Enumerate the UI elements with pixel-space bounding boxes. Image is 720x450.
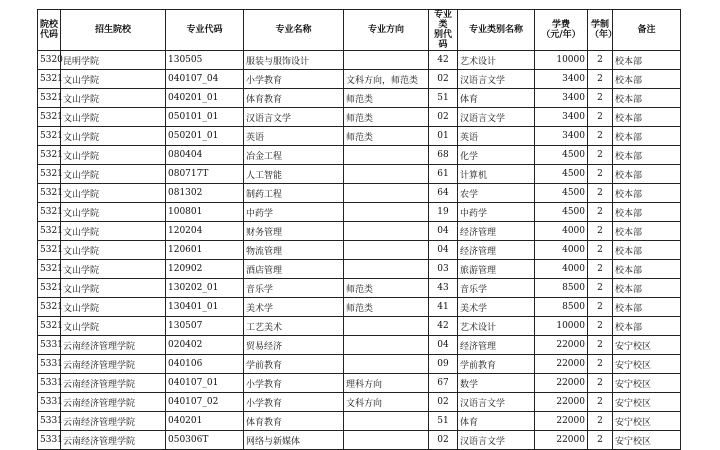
cell-major-code: 040106	[166, 355, 244, 374]
cell-school-code: 5321	[38, 165, 61, 184]
cell-category-code: 61	[429, 165, 458, 184]
header-tuition-line: （元/年）	[541, 30, 581, 40]
cell-duration: 2	[588, 70, 613, 89]
cell-category-name: 音乐学	[458, 279, 535, 298]
cell-duration: 2	[588, 241, 613, 260]
cell-tuition: 4500	[535, 165, 588, 184]
cell-school-name: 文山学院	[61, 279, 166, 298]
cell-category-code: 04	[429, 222, 458, 241]
cell-tuition: 3400	[535, 70, 588, 89]
cell-remarks: 校本部	[613, 146, 681, 165]
cell-school-name: 昆明学院	[61, 51, 166, 70]
cell-duration: 2	[588, 336, 613, 355]
header-duration	[588, 10, 618, 51]
cell-major-direction: 师范类	[344, 127, 429, 146]
cell-remarks: 安宁校区	[613, 374, 681, 393]
cell-duration: 2	[588, 431, 613, 450]
cell-major-code: 080717T	[166, 165, 244, 184]
header-school-name-line: 招生院校	[94, 25, 131, 35]
cell-duration: 2	[588, 260, 613, 279]
table-row	[38, 393, 681, 412]
header-major-direction	[344, 10, 429, 51]
cell-major-name: 物流管理	[244, 241, 344, 260]
cell-school-code: 5321	[38, 127, 61, 146]
cell-school-code: 5331	[38, 393, 61, 412]
cell-major-name: 体育教育	[244, 89, 344, 108]
cell-category-name: 计算机	[458, 165, 535, 184]
table-row	[38, 222, 681, 241]
cell-school-code: 5321	[38, 222, 61, 241]
cell-category-code: 19	[429, 203, 458, 222]
cell-category-code: 51	[429, 412, 458, 431]
cell-tuition: 4000	[535, 260, 588, 279]
cell-tuition: 4000	[535, 241, 588, 260]
header-tuition-line: 学费	[551, 20, 570, 30]
cell-major-direction: 师范类	[344, 89, 429, 108]
header-remarks	[613, 10, 681, 51]
cell-remarks: 校本部	[613, 260, 681, 279]
cell-major-code: 040107_02	[166, 393, 244, 412]
admission-table-sheet	[37, 9, 681, 450]
cell-category-name: 汉语言文学	[458, 108, 535, 127]
cell-school-code: 5331	[38, 412, 61, 431]
cell-remarks: 校本部	[613, 279, 681, 298]
cell-remarks: 安宁校区	[613, 412, 681, 431]
cell-category-name: 汉语言文学	[458, 393, 535, 412]
cell-major-direction: 师范类	[344, 279, 429, 298]
cell-major-direction	[344, 355, 429, 374]
cell-category-name: 汉语言文学	[458, 431, 535, 450]
cell-major-code: 130401_01	[166, 298, 244, 317]
cell-tuition: 8500	[535, 298, 588, 317]
header-category-code-line: 别代码	[433, 30, 452, 50]
header-major-name	[244, 10, 344, 51]
cell-remarks: 校本部	[613, 184, 681, 203]
cell-major-code: 040107_04	[166, 70, 244, 89]
cell-school-name: 云南经济管理学院	[61, 393, 166, 412]
cell-major-direction	[344, 146, 429, 165]
cell-category-name: 中药学	[458, 203, 535, 222]
cell-category-name: 农学	[458, 184, 535, 203]
cell-category-code: 02	[429, 108, 458, 127]
cell-school-name: 云南经济管理学院	[61, 431, 166, 450]
table-row	[38, 146, 681, 165]
cell-major-code: 050201_01	[166, 127, 244, 146]
cell-major-direction	[344, 203, 429, 222]
cell-duration: 2	[588, 108, 613, 127]
cell-category-code: 67	[429, 374, 458, 393]
cell-major-direction	[344, 412, 429, 431]
cell-major-name: 服装与服饰设计	[244, 51, 344, 70]
cell-major-name: 制药工程	[244, 184, 344, 203]
cell-category-name: 经济管理	[458, 241, 535, 260]
cell-school-code: 5321	[38, 108, 61, 127]
cell-duration: 2	[588, 317, 613, 336]
cell-category-name: 经济管理	[458, 336, 535, 355]
cell-major-name: 人工智能	[244, 165, 344, 184]
cell-remarks: 校本部	[613, 108, 681, 127]
cell-major-code: 040201	[166, 412, 244, 431]
cell-category-code: 42	[429, 51, 458, 70]
cell-tuition: 22000	[535, 412, 588, 431]
cell-school-name: 云南经济管理学院	[61, 355, 166, 374]
header-school-code	[38, 10, 61, 51]
cell-major-name: 财务管理	[244, 222, 344, 241]
cell-major-direction	[344, 222, 429, 241]
table-row	[38, 355, 681, 374]
cell-category-name: 艺术设计	[458, 51, 535, 70]
cell-major-direction: 师范类	[344, 298, 429, 317]
cell-major-name: 贸易经济	[244, 336, 344, 355]
cell-major-name: 酒店管理	[244, 260, 344, 279]
cell-major-name: 英语	[244, 127, 344, 146]
cell-major-code: 130505	[166, 51, 244, 70]
cell-school-code: 5331	[38, 336, 61, 355]
header-category-code-line: 专业类	[433, 10, 452, 30]
cell-category-name: 化学	[458, 146, 535, 165]
table-row	[38, 165, 681, 184]
cell-major-code: 050306T	[166, 431, 244, 450]
table-row	[38, 374, 681, 393]
cell-category-code: 03	[429, 260, 458, 279]
cell-category-name: 数学	[458, 374, 535, 393]
cell-category-code: 41	[429, 298, 458, 317]
cell-remarks: 安宁校区	[613, 336, 681, 355]
cell-category-code: 51	[429, 89, 458, 108]
header-category-name-line: 专业类别名称	[468, 25, 523, 35]
table-row	[38, 108, 681, 127]
cell-duration: 2	[588, 279, 613, 298]
cell-school-code: 5321	[38, 298, 61, 317]
cell-category-name: 艺术设计	[458, 317, 535, 336]
cell-major-code: 120601	[166, 241, 244, 260]
cell-tuition: 4000	[535, 222, 588, 241]
cell-major-name: 中药学	[244, 203, 344, 222]
cell-category-code: 43	[429, 279, 458, 298]
header-major-name-line: 专业名称	[275, 25, 312, 35]
cell-remarks: 校本部	[613, 89, 681, 108]
cell-category-code: 09	[429, 355, 458, 374]
cell-major-name: 工艺美术	[244, 317, 344, 336]
cell-tuition: 3400	[535, 89, 588, 108]
table-body	[38, 51, 681, 450]
header-duration-line: （年）	[590, 30, 618, 40]
cell-tuition: 22000	[535, 393, 588, 412]
cell-school-name: 文山学院	[61, 165, 166, 184]
cell-school-name: 文山学院	[61, 317, 166, 336]
cell-school-name: 文山学院	[61, 241, 166, 260]
cell-school-code: 5321	[38, 146, 61, 165]
cell-major-code: 050101_01	[166, 108, 244, 127]
header-major-code-line: 专业代码	[186, 25, 223, 35]
table-row	[38, 431, 681, 450]
header-school-code-line: 代码	[40, 30, 59, 40]
cell-school-name: 文山学院	[61, 260, 166, 279]
cell-duration: 2	[588, 146, 613, 165]
cell-remarks: 安宁校区	[613, 355, 681, 374]
cell-school-name: 文山学院	[61, 222, 166, 241]
cell-duration: 2	[588, 412, 613, 431]
table-row	[38, 127, 681, 146]
table-row	[38, 279, 681, 298]
cell-duration: 2	[588, 298, 613, 317]
cell-tuition: 22000	[535, 374, 588, 393]
cell-school-name: 云南经济管理学院	[61, 412, 166, 431]
cell-major-direction: 文科方向	[344, 393, 429, 412]
cell-remarks: 安宁校区	[613, 393, 681, 412]
cell-major-code: 040201_01	[166, 89, 244, 108]
cell-major-direction	[344, 241, 429, 260]
cell-remarks: 校本部	[613, 70, 681, 89]
cell-school-code: 5321	[38, 260, 61, 279]
cell-tuition: 22000	[535, 336, 588, 355]
cell-school-code: 5321	[38, 89, 61, 108]
cell-remarks: 校本部	[613, 51, 681, 70]
table-header	[38, 10, 681, 51]
cell-tuition: 10000	[535, 51, 588, 70]
cell-duration: 2	[588, 393, 613, 412]
header-school-name	[61, 10, 166, 51]
cell-major-direction	[344, 51, 429, 70]
cell-duration: 2	[588, 51, 613, 70]
cell-tuition: 10000	[535, 317, 588, 336]
cell-duration: 2	[588, 203, 613, 222]
cell-remarks: 校本部	[613, 241, 681, 260]
cell-category-code: 01	[429, 127, 458, 146]
cell-category-code: 02	[429, 393, 458, 412]
cell-major-code: 081302	[166, 184, 244, 203]
table-row	[38, 184, 681, 203]
cell-duration: 2	[588, 184, 613, 203]
cell-duration: 2	[588, 374, 613, 393]
cell-school-name: 文山学院	[61, 203, 166, 222]
cell-major-name: 体育教育	[244, 412, 344, 431]
cell-major-code: 040107_01	[166, 374, 244, 393]
cell-category-name: 体育	[458, 89, 535, 108]
cell-category-code: 02	[429, 431, 458, 450]
cell-school-name: 文山学院	[61, 127, 166, 146]
cell-remarks: 校本部	[613, 222, 681, 241]
cell-major-code: 020402	[166, 336, 244, 355]
cell-remarks: 校本部	[613, 203, 681, 222]
admission-table	[37, 9, 681, 450]
cell-tuition: 22000	[535, 355, 588, 374]
table-row	[38, 260, 681, 279]
table-row	[38, 51, 681, 70]
cell-school-code: 5321	[38, 279, 61, 298]
header-tuition	[535, 10, 588, 51]
cell-tuition: 3400	[535, 108, 588, 127]
cell-category-code: 64	[429, 184, 458, 203]
header-school-code-line: 院校	[40, 20, 59, 30]
cell-category-code: 02	[429, 70, 458, 89]
cell-major-name: 学前教育	[244, 355, 344, 374]
cell-duration: 2	[588, 127, 613, 146]
cell-duration: 2	[588, 89, 613, 108]
cell-category-name: 汉语言文学	[458, 70, 535, 89]
cell-major-code: 120204	[166, 222, 244, 241]
cell-major-direction	[344, 260, 429, 279]
cell-school-name: 文山学院	[61, 108, 166, 127]
cell-major-code: 130507	[166, 317, 244, 336]
header-major-direction-line: 专业方向	[367, 25, 404, 35]
cell-school-name: 文山学院	[61, 146, 166, 165]
cell-category-name: 旅游管理	[458, 260, 535, 279]
cell-tuition: 22000	[535, 431, 588, 450]
cell-remarks: 校本部	[613, 298, 681, 317]
cell-school-code: 5320	[38, 51, 61, 70]
cell-major-name: 汉语言文学	[244, 108, 344, 127]
table-row	[38, 412, 681, 431]
cell-category-code: 68	[429, 146, 458, 165]
cell-major-name: 小学教育	[244, 374, 344, 393]
cell-major-name: 音乐学	[244, 279, 344, 298]
header-category-code	[429, 10, 458, 51]
header-major-code	[166, 10, 244, 51]
cell-major-direction	[344, 184, 429, 203]
cell-remarks: 安宁校区	[613, 431, 681, 450]
header-category-name	[458, 10, 535, 51]
cell-major-direction	[344, 431, 429, 450]
cell-tuition: 4500	[535, 146, 588, 165]
table-row	[38, 89, 681, 108]
cell-school-code: 5321	[38, 70, 61, 89]
cell-major-name: 小学教育	[244, 70, 344, 89]
cell-category-name: 体育	[458, 412, 535, 431]
cell-duration: 2	[588, 222, 613, 241]
cell-category-code: 42	[429, 317, 458, 336]
cell-remarks: 校本部	[613, 317, 681, 336]
cell-major-name: 冶金工程	[244, 146, 344, 165]
cell-major-direction	[344, 336, 429, 355]
table-row	[38, 336, 681, 355]
cell-tuition: 3400	[535, 127, 588, 146]
cell-category-name: 经济管理	[458, 222, 535, 241]
cell-remarks: 校本部	[613, 127, 681, 146]
cell-major-direction: 理科方向	[344, 374, 429, 393]
cell-major-code: 080404	[166, 146, 244, 165]
cell-duration: 2	[588, 165, 613, 184]
cell-remarks: 校本部	[613, 165, 681, 184]
cell-major-direction: 文科方向，师范类	[344, 70, 429, 89]
cell-school-code: 5331	[38, 374, 61, 393]
cell-tuition: 4500	[535, 203, 588, 222]
cell-major-code: 120902	[166, 260, 244, 279]
cell-school-name: 文山学院	[61, 89, 166, 108]
table-row	[38, 70, 681, 89]
cell-school-code: 5321	[38, 203, 61, 222]
cell-major-name: 网络与新媒体	[244, 431, 344, 450]
cell-category-name: 学前教育	[458, 355, 535, 374]
cell-tuition: 4500	[535, 184, 588, 203]
cell-tuition: 8500	[535, 279, 588, 298]
cell-major-direction	[344, 165, 429, 184]
cell-school-name: 文山学院	[61, 184, 166, 203]
cell-school-code: 5331	[38, 355, 61, 374]
header-row	[38, 10, 681, 51]
table-row	[38, 203, 681, 222]
cell-category-code: 04	[429, 336, 458, 355]
table-row	[38, 298, 681, 317]
cell-school-code: 5321	[38, 184, 61, 203]
cell-school-name: 云南经济管理学院	[61, 374, 166, 393]
cell-duration: 2	[588, 355, 613, 374]
cell-category-code: 04	[429, 241, 458, 260]
header-remarks-line: 备注	[637, 25, 656, 35]
cell-major-code: 100801	[166, 203, 244, 222]
cell-school-name: 云南经济管理学院	[61, 336, 166, 355]
cell-major-direction: 师范类	[344, 108, 429, 127]
cell-school-code: 5331	[38, 431, 61, 450]
cell-major-code: 130202_01	[166, 279, 244, 298]
table-row	[38, 241, 681, 260]
cell-school-code: 5321	[38, 241, 61, 260]
cell-major-name: 美术学	[244, 298, 344, 317]
cell-school-name: 文山学院	[61, 298, 166, 317]
cell-category-name: 美术学	[458, 298, 535, 317]
cell-school-name: 文山学院	[61, 70, 166, 89]
cell-major-name: 小学教育	[244, 393, 344, 412]
table-row	[38, 317, 681, 336]
cell-category-name: 英语	[458, 127, 535, 146]
cell-major-direction	[344, 317, 429, 336]
header-duration-line: 学制	[590, 20, 609, 30]
cell-school-code: 5321	[38, 317, 61, 336]
